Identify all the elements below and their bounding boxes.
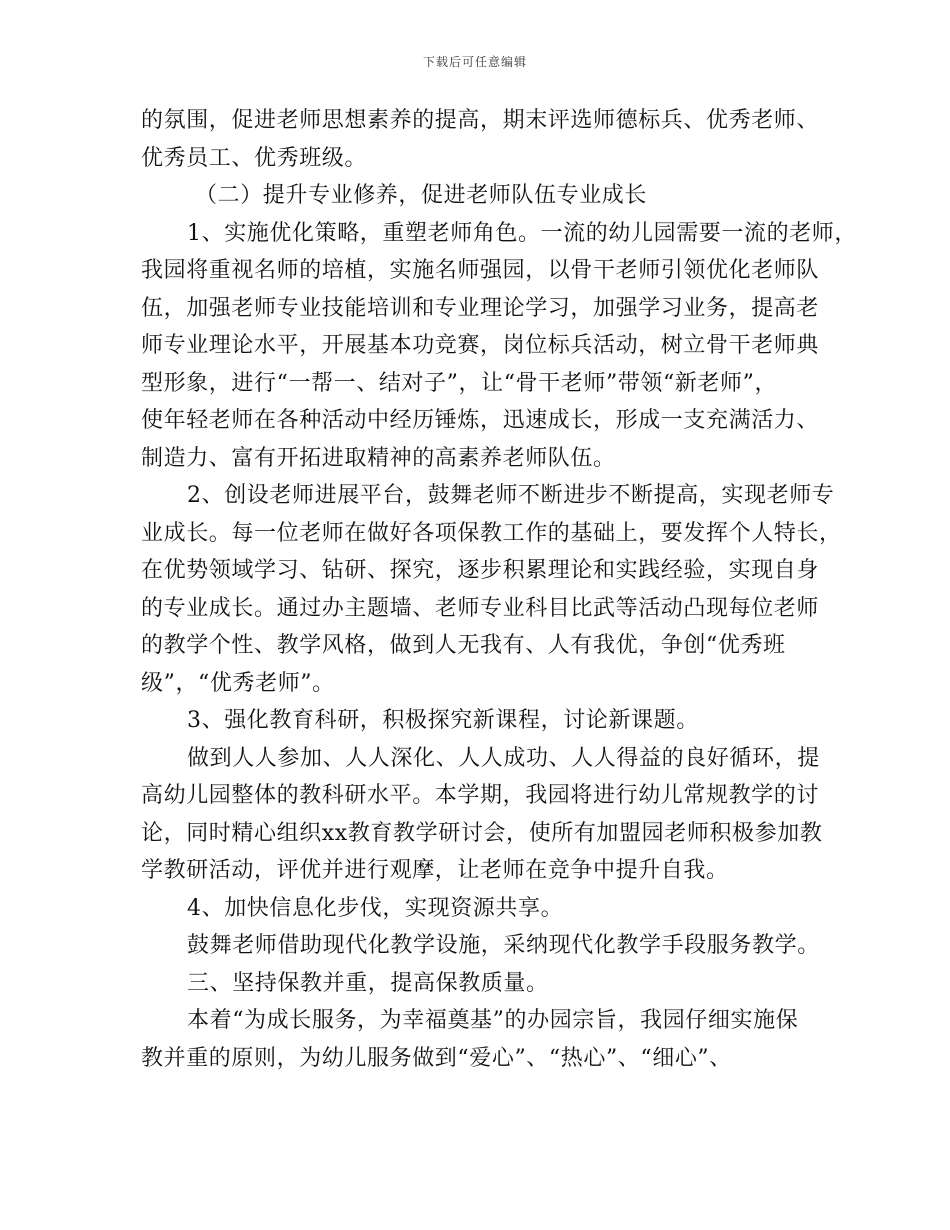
document-body — [141, 102, 857, 1077]
text-line: 的教学个性、教学风格，做到人无我有、人有我优，争创“优秀班 — [141, 633, 786, 658]
text-line: 教并重的原则，为幼儿服务做到“爱心”、“热心”、“细心”、 — [141, 1045, 732, 1071]
text-line: 本着“为成长服务，为幸福奠基”的办园宗旨，我园仔细实施保 — [187, 1008, 799, 1033]
text-line: 3、强化教育科研，积极探究新课程，讨论新课题。 — [187, 708, 699, 733]
text-line: 优秀员工、优秀班级。 — [141, 145, 368, 171]
text-line: 的氛围，促进老师思想素养的提高，期末评选师德标兵、优秀老师、 — [141, 108, 820, 133]
text-line: 型形象，进行“一帮一、结对子”，让“骨干老师”带领“新老师”， — [141, 370, 778, 396]
section-heading: （二）提升专业修养，促进老师队伍专业成长 — [195, 183, 648, 208]
text-line: 师专业理论水平，开展基本功竞赛，岗位标兵活动，树立骨干老师典 — [141, 333, 820, 358]
text-line: 伍，加强老师专业技能培训和专业理论学习，加强学习业务，提高老 — [141, 295, 820, 321]
text-line: 2、创设老师进展平台，鼓舞老师不断进步不断提高，实现老师专 — [187, 483, 835, 508]
text-line: 1、实施优化策略，重塑老师角色。一流的幼儿园需要一流的老师， — [187, 220, 857, 246]
text-line: 论，同时精心组织xx教育教学研讨会，使所有加盟园老师积极参加教 — [141, 820, 823, 846]
text-line: 三、坚持保教并重，提高保教质量。 — [187, 970, 549, 996]
text-line: 做到人人参加、人人深化、人人成功、人人得益的良好循环，提 — [187, 745, 820, 771]
text-line: 使年轻老师在各种活动中经历锤炼，迅速成长，形成一支充满活力、 — [141, 408, 820, 433]
text-line: 鼓舞老师借助现代化教学设施，采纳现代化教学手段服务教学。 — [187, 933, 820, 958]
text-line: 在优势领域学习、钻研、探究，逐步积累理论和实践经验，实现自身 — [141, 558, 820, 583]
text-line: 学教研活动，评优并进行观摩，让老师在竞争中提升自我。 — [141, 858, 729, 883]
text-line: 高幼儿园整体的教科研水平。本学期，我园将进行幼儿常规教学的讨 — [141, 783, 820, 808]
page-header-note: 下载后可任意编辑 — [422, 55, 527, 69]
text-line: 制造力、富有开拓进取精神的高素养老师队伍。 — [141, 445, 616, 471]
text-line: 级”，“优秀老师”。 — [141, 670, 335, 696]
text-line: 的专业成长。通过办主题墙、老师专业科目比武等活动凸现每位老师 — [141, 595, 820, 621]
text-line: 业成长。每一位老师在做好各项保教工作的基础上，要发挥个人特长， — [141, 520, 842, 546]
text-line: 我园将重视名师的培植，实施名师强园，以骨干老师引领优化老师队 — [141, 258, 820, 283]
text-line: 4、加快信息化步伐，实现资源共享。 — [187, 895, 564, 921]
